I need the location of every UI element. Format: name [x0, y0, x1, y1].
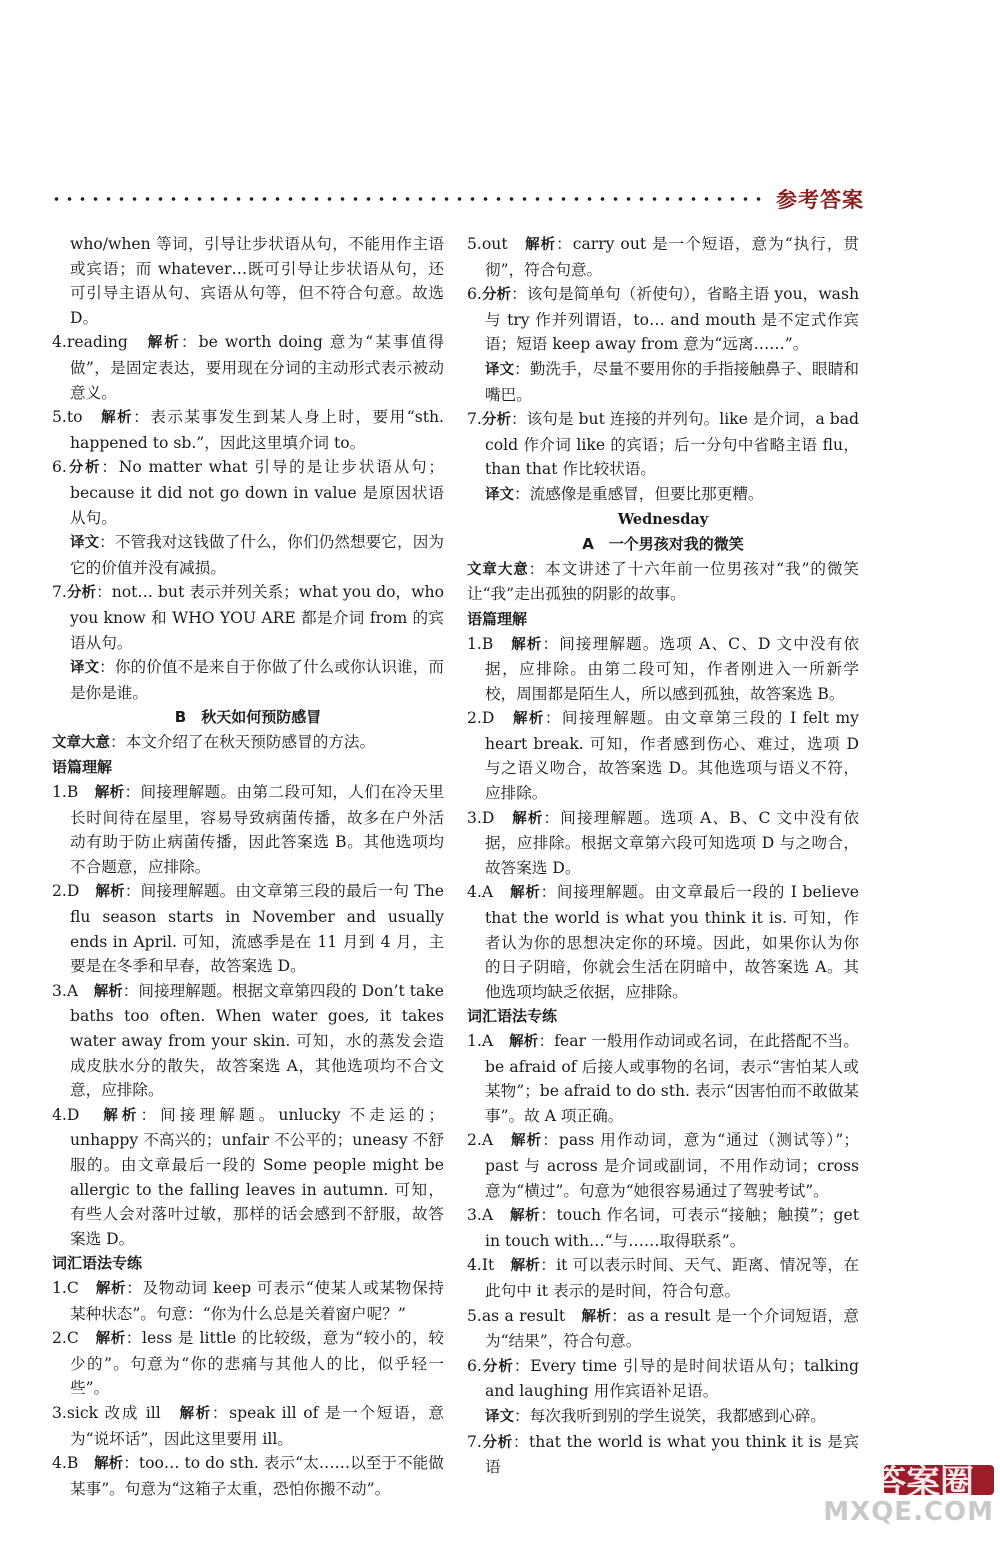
- answer-item: 6.分析：Every time 引导的是时间状语从句；talking and laughing 用作宾语补足语。: [467, 1356, 860, 1401]
- watermark: [804, 1455, 994, 1540]
- subsection-heading: 词汇语法专练: [52, 1254, 143, 1273]
- answer-item: 4.It 解析：it 可以表示时间、天气、距离、情况等，在此句中 it 表示的是时间，符合句意。: [467, 1256, 860, 1300]
- answer-item: 2.D 解析：间接理解题。由文章第三段的最后一句 The flu season starts in November and usually ends in April. 可知，流感季是在 11 月到 4 月，主要是在冬季和早春，故答案选 D。: [52, 882, 444, 976]
- answer-item: 2.A 解析：pass 用作动词，意为“通过（测试等）”；past 与 across 是介词或副词，不用作动词；cross 意为“横过”。句意为“她很容易通过了驾驶考试”。: [467, 1131, 860, 1200]
- subsection-heading: 词汇语法专练: [467, 1007, 558, 1026]
- answer-item: 3.A 解析：touch 作名词，可表示“接触；触摸”；get in touch with…“与……取得联系”。: [467, 1206, 860, 1250]
- answer-item: 6.分析：No matter what 引导的是让步状语从句；because it did not go down in value 是原因状语从句。: [52, 458, 445, 527]
- translation: 译文：不管我对这钱做了什么，你们仍然想要它，因为它的价值并没有减损。: [70, 533, 444, 577]
- summary: 文章大意：本文讲述了十六年前一位男孩对“我”的微笑让“我”走出孤独的阴影的故事。: [467, 559, 860, 604]
- translation: 译文：勤洗手，尽量不要用你的手指接触鼻子、眼睛和嘴巴。: [485, 359, 859, 404]
- answer-item: 5.out 解析：carry out 是一个短语，意为“执行，贯彻”，符合句意。: [467, 235, 859, 279]
- section-title: A 一个男孩对我的微笑: [582, 535, 744, 554]
- answer-item: 2.D 解析：间接理解题。由文章第三段的 I felt my heart break. 可知，作者感到伤心、难过，选项 D 与之语义吻合，故答案选 D。其他选项与语义不符，应排除。: [467, 709, 859, 803]
- day-heading: Wednesday: [617, 510, 709, 528]
- left-column: [52, 232, 444, 1501]
- paragraph: who/when 等词，引导让步状语从句，不能用作主语或宾语；而 whatever…既可引导让步状语从句，还可引导主语从句、宾语从句等，但不符合句意。故选 D。: [70, 235, 444, 327]
- page-header-title: 参考答案: [776, 188, 864, 212]
- dotted-rule: [50, 196, 762, 202]
- translation: 译文：你的价值不是来自于你做了什么或你认识谁，而是你是谁。: [70, 658, 444, 702]
- answer-item: 1.C 解析：及物动词 keep 可表示“使某人或某物保持某种状态”。句意：“你为什么总是关着窗户呢？”: [52, 1278, 444, 1323]
- answer-item: 7.分析：该句是 but 连接的并列句。like 是介词，a bad cold 作介词 like 的宾语；后一分句中省略主语 flu，than that 作比较状语。: [467, 410, 859, 479]
- answer-item: 1.B 解析：间接理解题。选项 A、C、D 文中没有依据，应排除。由第二段可知，作者刚进入一所新学校，周围都是陌生人，所以感到孤独，故答案选 B。: [467, 634, 860, 703]
- answer-item: 2.C 解析：less 是 little 的比较级，意为“较小的，较少的”。句意为“你的悲痛与其他人的比，似乎轻一些”。: [52, 1329, 444, 1398]
- subsection-heading: 语篇理解: [52, 758, 113, 777]
- watermark-logo: 答案圈: [872, 1463, 974, 1503]
- answer-item: 4.D 解析：间接理解题。unlucky 不走运的；unhappy 不高兴的；unfair 不公平的；uneasy 不舒服的。由文章最后一段的 Some people might be allergic to the falling leaves in autumn. 可知，有些人会对落叶过敏，那样的话会感到不舒服，故答案选 D。: [52, 1105, 444, 1248]
- translation: 译文：流感像是重感冒，但要比那更糟。: [485, 484, 764, 503]
- header-band: [0, 0, 1000, 175]
- answer-item: 4.A 解析：间接理解题。由文章最后一段的 I believe that the world is what you think it is. 可知，作者认为你的思想决定你的环境。因此，如果你认为你的日子阴暗，你就会生活在阴暗中，故答案选 A。其他选项均缺乏依据，应排除。: [467, 883, 860, 1001]
- section-title: B 秋天如何预防感冒: [174, 708, 322, 727]
- answer-item: 3.A 解析：间接理解题。根据文章第四段的 Don’t take baths too often. When water goes, it takes water away from your skin. 可知，水的蒸发会造成皮肤水分的散失，故答案选 A，其他选项均不合文意，应排除。: [52, 981, 445, 1100]
- answer-item: 4.B 解析：too… to do sth. 表示“太……以至于不能做某事”。句意为“这箱子太重，恐怕你搬不动”。: [52, 1454, 444, 1498]
- answer-item: 4.reading 解析：be worth doing 意为“某事值得做”，是固定表达，要用现在分词的主动形式表示被动意义。: [52, 333, 444, 402]
- answer-item: 7.分析：that the world is what you think it is 是宾语: [467, 1432, 860, 1477]
- answer-item: 3.D 解析：间接理解题。选项 A、B、C 文中没有依据，应排除。根据文章第六段可知选项 D 与之吻合，故答案选 D。: [467, 808, 859, 877]
- answer-item: 5.to 解析：表示某事发生到某人身上时，要用“sth. happened to sb.”，因此这里填介词 to。: [52, 408, 444, 452]
- watermark-site: MXQE.COM: [823, 1497, 994, 1527]
- answer-item: 7.分析：not… but 表示并列关系；what you do，who you know 和 WHO YOU ARE 都是介词 from 的宾语从句。: [52, 583, 444, 652]
- answer-item: 6.分析：该句是简单句（祈使句），省略主语 you，wash 与 try 作并列谓语，to… and mouth 是不定式作宾语；短语 keep away from 意为“远离……”。: [467, 285, 860, 354]
- translation: 译文：每次我听到别的学生说笑，我都感到心碎。: [485, 1406, 826, 1425]
- answer-item: 3.sick 改成 ill 解析：speak ill of 是一个短语，意为“说坏话”，因此这里要用 ill。: [52, 1403, 445, 1448]
- right-column: [467, 232, 859, 1480]
- answer-item: 5.as a result 解析：as a result 是一个介词短语，意为“结果”，符合句意。: [467, 1306, 859, 1351]
- subsection-heading: 语篇理解: [467, 609, 528, 628]
- summary: 文章大意：本文介绍了在秋天预防感冒的方法。: [52, 732, 376, 751]
- answer-item: 1.B 解析：间接理解题。由第二段可知，人们在冷天里长时间待在屋里，容易导致病菌传播，故多在户外活动有助于防止病菌传播，因此答案选 B。其他选项均不合题意，应排除。: [52, 783, 444, 876]
- answer-item: 1.A 解析：fear 一般用作动词或名词，在此搭配不当。be afraid of 后接人或事物的名词，表示“害怕某人或某物”；be afraid to do sth. 表示“因害怕而不敢做某事”。故 A 项正确。: [467, 1032, 859, 1125]
